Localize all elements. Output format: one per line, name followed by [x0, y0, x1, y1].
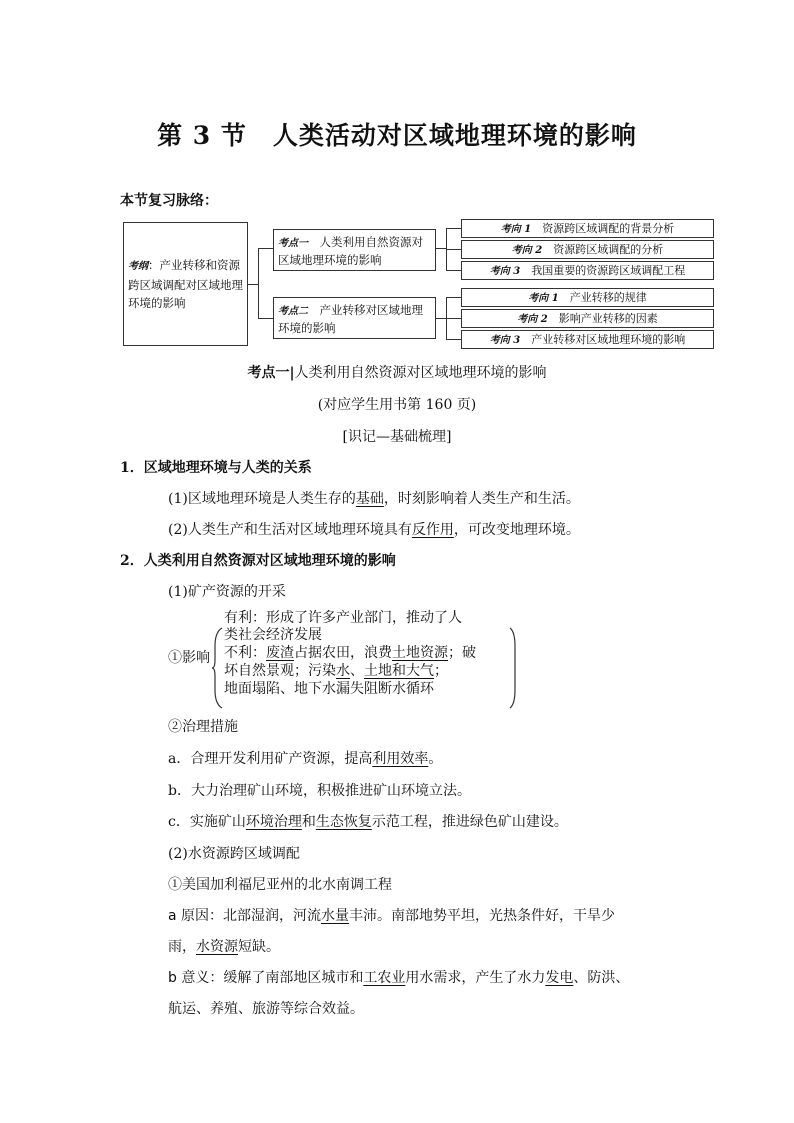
mindmap-point-1	[273, 229, 436, 271]
water-heading: (2)水资源跨区域调配	[168, 846, 300, 862]
significance-line-1	[168, 967, 629, 987]
para-1	[168, 488, 580, 508]
dir-text: 产业转移对区域地理环境的影响	[531, 333, 686, 346]
measure-a	[168, 748, 442, 768]
text: ；	[434, 663, 448, 679]
impact-label: ①影响	[168, 650, 210, 666]
text: (2)人类生产和生活对区域地理环境具有	[168, 522, 412, 538]
reason-line-1	[168, 905, 615, 925]
left-brace-icon	[212, 626, 224, 710]
root-text: 产业转移和资源跨区域调配对区域地理环境的影响	[128, 258, 243, 310]
mindmap-dir-2-1	[461, 288, 714, 307]
measure-c	[168, 811, 568, 831]
mindmap-dir-1-1	[461, 219, 714, 238]
blank-answer: 土地资源	[392, 645, 448, 661]
point-2-tag: 考点二	[278, 306, 308, 317]
dir-tag: 考向 1	[528, 293, 559, 304]
blank-answer: 生态恢复	[315, 814, 372, 830]
heading-1: 1．区域地理环境与人类的关系	[120, 460, 312, 476]
point-1-text: 人类利用自然资源对区域地理环境的影响	[278, 235, 423, 267]
blank-answer: 发电	[545, 970, 574, 986]
impact-line-5: 地面塌陷、地下水漏失阻断水循环	[224, 681, 434, 697]
dir-text: 我国重要的资源跨区域调配工程	[531, 264, 686, 277]
text: 坏自然景观；污染	[224, 663, 336, 679]
dir-tag: 考向 3	[489, 266, 521, 277]
measures-heading: ②治理措施	[168, 719, 238, 735]
text: ；破	[448, 645, 476, 661]
blank-answer: 工农业	[363, 970, 406, 986]
section-ref: (对应学生用书第 160 页)	[317, 397, 477, 413]
text: 不利：	[224, 645, 266, 661]
mindmap-dir-1-3	[461, 261, 714, 280]
text: ，时刻影响着人类生产和生活。	[383, 491, 580, 507]
point-2-text: 产业转移对区域地理环境的影响	[278, 303, 423, 335]
text: 和	[301, 814, 316, 830]
dir-tag: 考向 3	[489, 335, 521, 346]
mindmap-dir-2-2	[461, 309, 714, 328]
text: ，可改变地理环境。	[453, 522, 580, 538]
review-label: 本节复习脉络：	[120, 193, 218, 209]
page-title: 第 3 节 人类活动对区域地理环境的影响	[157, 121, 637, 150]
text: b 意义：缓解了南部地区城市和	[168, 970, 364, 986]
mindmap-point-2	[273, 297, 436, 339]
dir-text: 资源跨区域调配的背景分析	[542, 222, 675, 235]
impact-line-1: 有利：形成了许多产业部门，推动了人	[224, 610, 462, 626]
section-heading-text: 人类利用自然资源对区域地理环境的影响	[294, 365, 547, 381]
dir-text: 影响产业转移的因素	[558, 312, 658, 325]
section-sub: [识记—基础梳理]	[342, 429, 452, 445]
measure-b: b．大力治理矿山环境，积极推进矿山环境立法。	[168, 783, 471, 799]
mindmap-root: 考纲：产业转移和资源跨区域调配对区域地理环境的影响	[123, 222, 248, 346]
point-1-tag: 考点一	[278, 238, 308, 249]
text: 占据农田，浪费	[294, 645, 392, 661]
root-tag: 考纲	[128, 261, 148, 272]
blank-answer: 基础	[355, 491, 384, 507]
text: 。	[428, 751, 443, 767]
text: c．实施矿山	[168, 814, 246, 830]
significance-line-2: 航运、养殖、旅游等综合效益。	[168, 1001, 364, 1017]
text: 示范工程，推进绿色矿山建设。	[371, 814, 568, 830]
blank-answer: 反作用	[411, 522, 454, 538]
text: 、防洪、	[573, 970, 630, 986]
right-bracket-icon	[508, 626, 518, 710]
text: a 原因：北部湿润，河流	[168, 908, 322, 924]
reason-line-2	[168, 936, 280, 956]
para-2	[168, 519, 580, 539]
text: 用水需求，产生了水力	[405, 970, 546, 986]
text: (1)区域地理环境是人类生存的	[168, 491, 356, 507]
heading-2: 2．人类利用自然资源对区域地理环境的影响	[120, 553, 396, 569]
text: 、	[350, 663, 364, 679]
blank-answer: 水	[336, 663, 350, 679]
impact-line-2: 类社会经济发展	[224, 627, 322, 643]
impact-line-4	[224, 663, 448, 680]
blank-answer: 水资源	[196, 939, 238, 955]
blank-answer: 废渣	[266, 645, 294, 661]
text: a．合理开发利用矿产资源，提高	[168, 751, 373, 767]
dir-tag: 考向 2	[517, 314, 548, 325]
dir-text: 产业转移的规律	[569, 291, 647, 304]
mindmap-dir-1-2	[461, 240, 714, 259]
mine-heading: (1)矿产资源的开采	[168, 584, 286, 600]
blank-answer: 利用效率	[372, 751, 429, 767]
blank-answer: 环境治理	[245, 814, 302, 830]
blank-answer: 土地和大气	[364, 663, 434, 679]
text: 雨，	[168, 939, 196, 955]
dir-tag: 考向 1	[500, 224, 532, 235]
blank-answer: 水量	[321, 908, 350, 924]
impact-line-3	[224, 645, 476, 662]
mindmap-dir-2-3	[461, 330, 714, 349]
dir-tag: 考向 2	[511, 245, 543, 256]
text: 丰沛。南部地势平坦，光热条件好，干旱少	[349, 908, 616, 924]
section-heading-tag: 考点一|	[247, 365, 295, 381]
text: 短缺。	[238, 939, 280, 955]
section-heading	[0, 362, 794, 382]
us-project: ①美国加利福尼亚州的北水南调工程	[168, 877, 392, 893]
dir-text: 资源跨区域调配的分析	[553, 243, 664, 256]
